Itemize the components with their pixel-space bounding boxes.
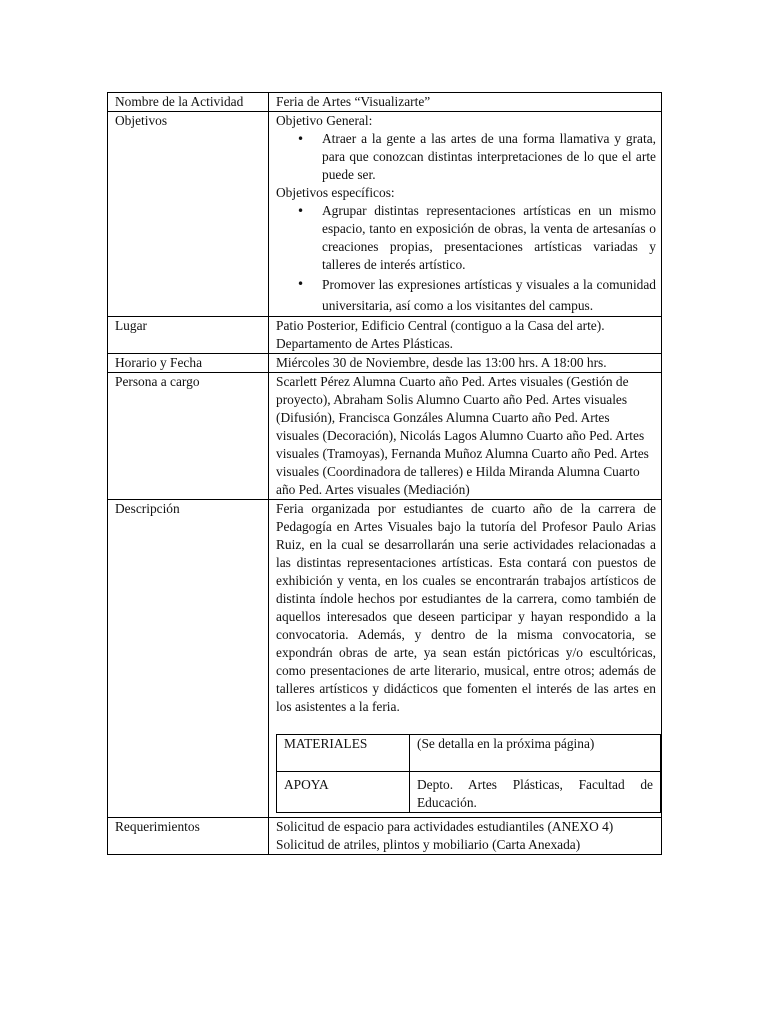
list-item: • Atraer a la gente a las artes de una forma llamativa y grata, para que conozcan distintas interpretaciones de lo que el arte puede ser. <box>322 130 656 184</box>
materiales-label: MATERIALES <box>277 735 410 772</box>
row-objetivos <box>108 112 662 317</box>
label-horario: Horario y Fecha <box>108 354 269 373</box>
label-nombre: Nombre de la Actividad <box>108 93 269 112</box>
label-objetivos: Objetivos <box>108 112 269 317</box>
objetivos-especificos-heading: Objetivos específicos: <box>276 185 395 200</box>
list-item: • Agrupar distintas representaciones artísticas en un mismo espacio, tanto en exposición de obras, la venta de artesanías o creaciones propias, presentaciones artísticas variadas y talleres de interés artístico. <box>322 202 656 274</box>
objetivos-especificos-list <box>276 202 656 316</box>
row-descripcion <box>108 500 662 818</box>
requerimiento-line: Solicitud de atriles, plintos y mobiliario (Carta Anexada) <box>276 837 581 852</box>
list-item: • Promover las expresiones artísticas y visuales a la comunidad universitaria, así como a los visitantes del campus. <box>322 274 656 316</box>
label-persona: Persona a cargo <box>108 373 269 500</box>
label-lugar: Lugar <box>108 317 269 354</box>
requerimiento-line: Solicitud de espacio para actividades estudiantiles (ANEXO 4) <box>276 819 614 834</box>
row-horario <box>108 354 662 373</box>
activity-table <box>107 92 662 855</box>
value-objetivos <box>269 112 662 317</box>
inner-table <box>276 734 661 813</box>
materiales-value: (Se detalla en la próxima página) <box>410 735 661 772</box>
row-nombre <box>108 93 662 112</box>
row-lugar <box>108 317 662 354</box>
value-persona: Scarlett Pérez Alumna Cuarto año Ped. Artes visuales (Gestión de proyecto), Abraham Solis Alumno Cuarto año Ped. Artes visuales (Difusión), Francisca Gonzáles Alumna Cuarto año Ped. Artes visuales (Decoración), Nicolás Lagos Alumno Cuarto año Ped. Artes visuales (Tramoyas), Fernanda Muñoz Alumna Cuarto año Ped. Artes visuales (Coordinadora de talleres) e Hilda Miranda Alumna Cuarto año Ped. Artes visuales (Mediación) <box>269 373 662 500</box>
apoya-value: Depto. Artes Plásticas, Facultad de Educación. <box>410 772 661 813</box>
objetivo-general-list <box>276 130 656 184</box>
value-requerimientos <box>269 818 662 855</box>
value-nombre: Feria de Artes “Visualizarte” <box>269 93 662 112</box>
descripcion-text: Feria organizada por estudiantes de cuarto año de la carrera de Pedagogía en Artes Visuales bajo la tutoría del Profesor Paulo Arias Ruiz, en la cual se desarrollarán una serie actividades relacionadas a las distintas representaciones artísticas. Esta contará con puestos de exhibición y venta, en los cuales se encontrarán trabajos artísticos de distinta índole hechos por estudiantes de la carrera, como también de aquellos interesados que deseen participar y hayan respondido a la convocatoria. Además, y dentro de la misma convocatoria, se expondrán obras de arte, ya sean están pictóricas y/o escultóricas, como presentaciones de arte literario, musical, entre otros; además de talleres artísticos y didácticos que fomenten el interés de las artes en los asistentes a la feria. <box>276 501 656 714</box>
value-lugar: Patio Posterior, Edificio Central (contiguo a la Casa del arte). Departamento de Artes Plásticas. <box>269 317 662 354</box>
value-descripcion <box>269 500 662 818</box>
value-horario: Miércoles 30 de Noviembre, desde las 13:00 hrs. A 18:00 hrs. <box>269 354 662 373</box>
row-persona <box>108 373 662 500</box>
inner-row-materiales <box>277 735 661 772</box>
label-descripcion: Descripción <box>108 500 269 818</box>
apoya-label: APOYA <box>277 772 410 813</box>
inner-row-apoya <box>277 772 661 813</box>
row-requerimientos <box>108 818 662 855</box>
label-requerimientos: Requerimientos <box>108 818 269 855</box>
objetivo-general-heading: Objetivo General: <box>276 113 373 128</box>
